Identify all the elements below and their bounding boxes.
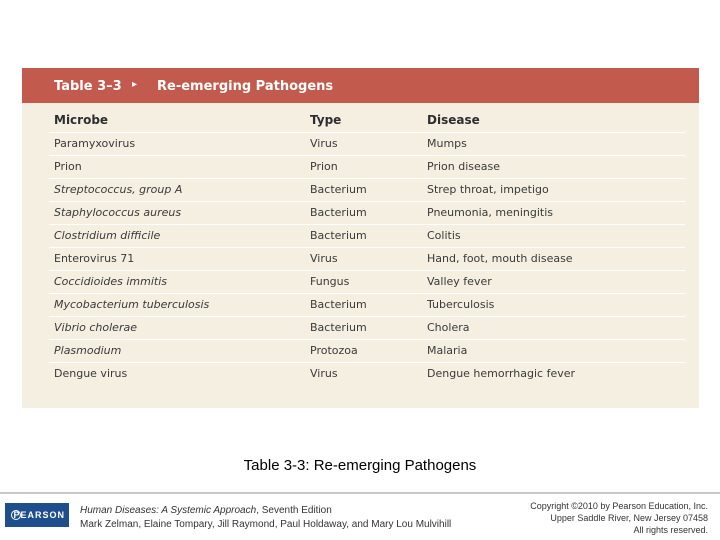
pearson-logo-text: PEARSON — [13, 510, 65, 520]
table-row — [49, 270, 685, 293]
pearson-logo-icon — [11, 510, 21, 520]
cell-disease: Colitis — [427, 229, 461, 242]
book-credit — [80, 504, 451, 532]
book-authors: Mark Zelman, Elaine Tompary, Jill Raymond, Paul Holdaway, and Mary Lou Mulvihill — [80, 519, 452, 530]
copyright-notice — [530, 500, 708, 536]
cell-disease: Malaria — [427, 344, 468, 357]
cell-microbe: Mycobacterium tuberculosis — [54, 298, 210, 311]
table-row — [49, 339, 685, 362]
cell-microbe: Prion — [54, 160, 82, 173]
table-body — [49, 132, 685, 385]
cell-type: Virus — [310, 137, 338, 150]
copyright-line-1: Copyright ©2010 by Pearson Education, Inc. — [530, 501, 708, 511]
cell-microbe: Clostridium difficile — [54, 229, 161, 242]
cell-microbe: Dengue virus — [54, 367, 128, 380]
table-row — [49, 155, 685, 178]
table-row — [49, 224, 685, 247]
table-title: Re-emerging Pathogens — [157, 79, 334, 94]
cell-disease: Mumps — [427, 137, 467, 150]
arrow-right-icon: ▸ — [132, 79, 138, 90]
cell-type: Fungus — [310, 275, 350, 288]
cell-disease: Tuberculosis — [427, 298, 495, 311]
cell-type: Virus — [310, 367, 338, 380]
slide-caption: Table 3-3: Re-emerging Pathogens — [243, 457, 477, 474]
pearson-logo — [5, 503, 69, 527]
book-edition: , Seventh Edition — [256, 505, 332, 516]
table-row — [49, 362, 685, 385]
column-header-microbe: Microbe — [54, 113, 109, 127]
cell-microbe: Vibrio cholerae — [54, 321, 137, 334]
table-row — [49, 201, 685, 224]
cell-disease: Dengue hemorrhagic fever — [427, 367, 576, 380]
table-row — [49, 247, 685, 270]
cell-disease: Valley fever — [427, 275, 492, 288]
table-panel — [22, 68, 699, 408]
cell-microbe: Plasmodium — [54, 344, 122, 357]
cell-type: Prion — [310, 160, 338, 173]
footer-divider — [0, 492, 720, 494]
table-row — [49, 132, 685, 155]
cell-disease: Hand, foot, mouth disease — [427, 252, 573, 265]
column-header-disease: Disease — [427, 113, 480, 127]
cell-type: Virus — [310, 252, 338, 265]
cell-microbe: Coccidioides immitis — [54, 275, 168, 288]
cell-type: Protozoa — [310, 344, 358, 357]
cell-microbe: Streptococcus, group A — [54, 183, 183, 196]
cell-disease: Cholera — [427, 321, 470, 334]
cell-type: Bacterium — [310, 183, 367, 196]
copyright-line-3: All rights reserved. — [633, 525, 708, 535]
cell-microbe: Enterovirus 71 — [54, 252, 135, 265]
cell-type: Bacterium — [310, 229, 367, 242]
cell-type: Bacterium — [310, 321, 367, 334]
cell-disease: Strep throat, impetigo — [427, 183, 549, 196]
cell-disease: Pneumonia, meningitis — [427, 206, 553, 219]
book-title: Human Diseases: A Systemic Approach — [80, 505, 257, 516]
table-header-bar — [22, 68, 699, 103]
copyright-line-2: Upper Saddle River, New Jersey 07458 — [550, 513, 708, 523]
table-row — [49, 293, 685, 316]
cell-type: Bacterium — [310, 206, 367, 219]
column-header-type: Type — [310, 113, 342, 127]
table-number: Table 3–3 — [54, 79, 122, 94]
cell-microbe: Paramyxovirus — [54, 137, 136, 150]
cell-disease: Prion disease — [427, 160, 500, 173]
cell-microbe: Staphylococcus aureus — [54, 206, 182, 219]
cell-type: Bacterium — [310, 298, 367, 311]
table-row — [49, 178, 685, 201]
table-row — [49, 316, 685, 339]
